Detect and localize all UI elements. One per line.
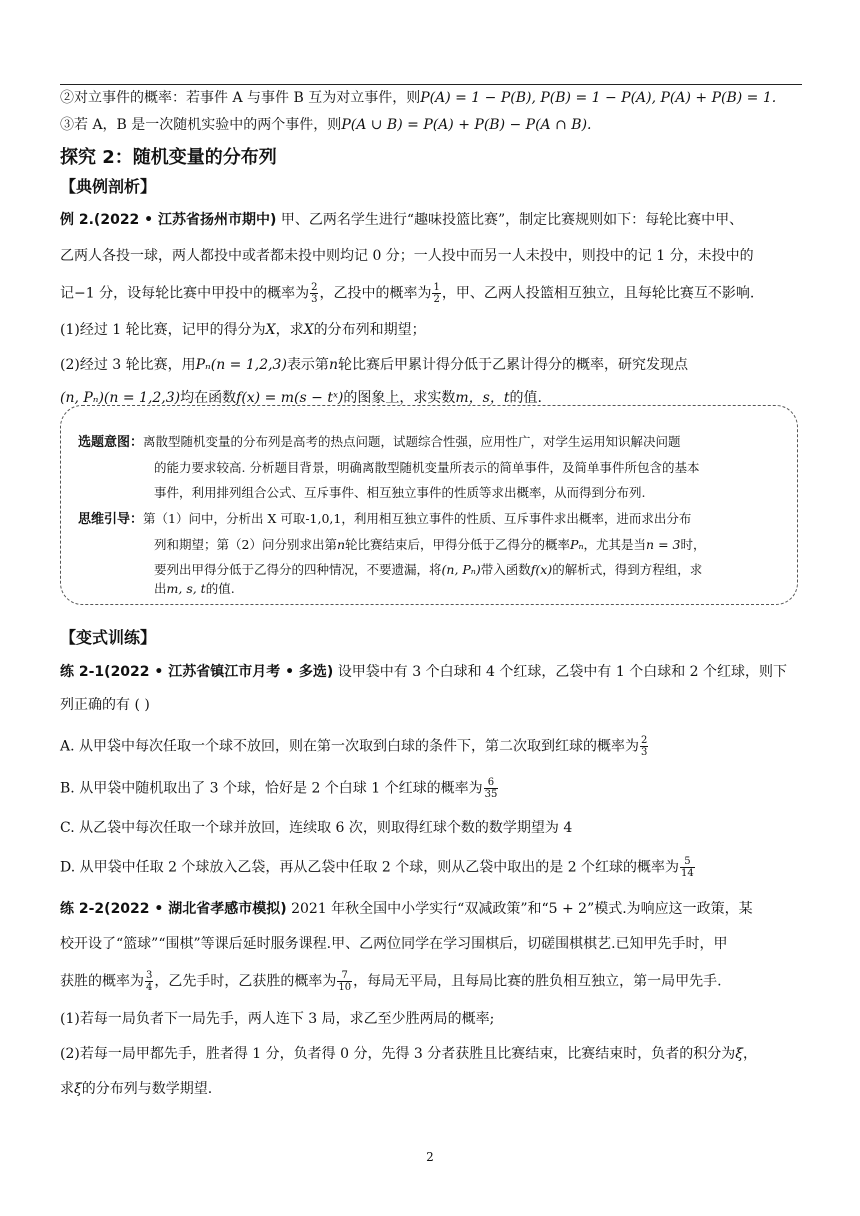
- var-n: n: [336, 537, 346, 552]
- text: ，甲、乙两人投篮相互独立，且每轮比赛互不影响.: [441, 285, 755, 302]
- vars: m, s, t: [166, 581, 206, 596]
- fraction-1-2: [432, 282, 440, 305]
- var-xi: ξ: [74, 1081, 82, 1097]
- text: ，每局无平局，且每局比赛的胜负相互独立，第一局甲先手.: [353, 973, 722, 990]
- exercise22-label: 练 2-2(2022 • 湖北省孝感市模拟): [60, 901, 287, 917]
- fraction-5-14: [680, 856, 695, 879]
- denominator: 35: [484, 789, 498, 800]
- text: 的解析式，得到方程组，求: [552, 562, 703, 577]
- text: 的图象上，求实数: [343, 390, 456, 406]
- complement-probability-line: [60, 88, 776, 108]
- fraction-7-10: [337, 970, 352, 993]
- text: 的分布列与数学期望.: [81, 1081, 213, 1097]
- box-guide-line2: [154, 536, 706, 554]
- exercise21-line2: 列正确的有 ( ): [60, 697, 150, 713]
- text: 时，: [680, 537, 706, 552]
- box-intent-line1: [78, 433, 681, 452]
- numerator: 2: [641, 735, 648, 746]
- question2-line1: [60, 355, 688, 375]
- numerator: 2: [311, 282, 318, 293]
- fraction-2-3: [640, 735, 648, 758]
- formula: f(x) = m(s − tˣ): [236, 390, 344, 406]
- text: 轮比赛结束后，甲得分低于乙得分的概率: [345, 537, 571, 552]
- fraction-2-3: [310, 282, 318, 305]
- numerator: 7: [337, 970, 352, 982]
- exercise21-line1: [60, 662, 787, 682]
- text: ，乙投中的概率为: [319, 285, 432, 302]
- numerator: 3: [146, 970, 153, 981]
- denominator: 3: [641, 747, 648, 758]
- text: 的值.: [509, 390, 542, 406]
- text: 求: [60, 1081, 74, 1097]
- text: ②对立事件的概率：若事件 A 与事件 B 互为对立事件，则: [60, 90, 421, 106]
- text: (2)若每一局甲都先手，胜者得 1 分，负者得 0 分，先得 3 分者获胜且比赛结束，比赛结束时，负者的积分为: [60, 1046, 736, 1062]
- text: 2021 年秋全国中小学实行“双减政策”和“5 + 2”模式.为响应这一政策，某: [291, 901, 753, 917]
- text: 获胜的概率为: [60, 973, 144, 990]
- formula: f(x): [530, 562, 553, 577]
- text: 设甲袋中有 3 个白球和 4 个红球，乙袋中有 1 个白球和 2 个红球，则下: [337, 664, 788, 680]
- formula: (n, Pₙ): [441, 562, 481, 577]
- var-x: X: [303, 322, 314, 338]
- var-pn: Pₙ: [570, 537, 584, 552]
- question1-line: [60, 320, 426, 340]
- denominator: 14: [681, 868, 694, 879]
- example2-line2: 乙两人各投一球，两人都投中或者都未投中则均记 0 分；一人投中而另一人未投中，则投中的记 1 分，未投中的: [60, 248, 754, 264]
- guide-label: 思维引导：: [78, 512, 144, 527]
- text: 带入函数: [480, 562, 531, 577]
- numerator: 1: [433, 282, 440, 293]
- text: ，尤其是当: [583, 537, 647, 552]
- variant-training-title: 【变式训练】: [60, 628, 157, 647]
- numerator: 5: [680, 856, 695, 868]
- box-intent-line2: 的能力要求较高. 分析题目背景，明确离散型随机变量所表示的简单事件，及简单事件所包含的基本: [154, 460, 700, 475]
- fraction-3-4: [145, 970, 153, 993]
- numerator: 6: [484, 777, 499, 789]
- text: (2)经过 3 轮比赛，用: [60, 357, 196, 373]
- box-guide-line1: [78, 510, 691, 529]
- exercise21-label: 练 2-1(2022 • 江苏省镇江市月考 • 多选): [60, 664, 334, 680]
- var-xi: ξ: [735, 1046, 743, 1062]
- text: 列和期望；第（2）问分别求出第: [154, 537, 337, 552]
- section-heading: 探究 2：随机变量的分布列: [60, 147, 277, 168]
- box-guide-line3: [154, 561, 702, 579]
- exercise22-line2: 校开设了“篮球”“围棋”等课后延时服务课程.甲、乙两位同学在学习围棋后，切磋围棋棋艺.已知甲先手时，甲: [60, 936, 728, 952]
- exercise22-line1: [60, 899, 753, 919]
- text: 表示第: [286, 357, 329, 373]
- text: 的值.: [205, 581, 235, 596]
- text: 甲、乙两名学生进行“趣味投篮比赛”，制定比赛规则如下：每轮比赛中甲、: [280, 212, 744, 228]
- text: A. 从甲袋中每次任取一个球不放回，则在第一次取到白球的条件下，第二次取到红球的概率为: [60, 738, 640, 755]
- box-guide-line4: [154, 580, 235, 598]
- option-d: [60, 856, 696, 879]
- text: 出: [154, 581, 167, 596]
- example2-line1: [60, 210, 743, 230]
- formula: P(A) = 1 − P(B), P(B) = 1 − P(A), P(A) + P(B) = 1.: [420, 90, 777, 106]
- text: ，求: [275, 322, 304, 338]
- option-b: [60, 777, 499, 800]
- denominator: 2: [433, 294, 440, 305]
- denominator: 4: [146, 982, 153, 993]
- option-c: C. 从乙袋中每次任取一个球并放回，连续取 6 次，则取得红球个数的数学期望为 4: [60, 820, 573, 836]
- page-number: 2: [426, 1150, 434, 1164]
- text: 要列出甲得分低于乙得分的四种情况，不要遗漏，将: [154, 562, 442, 577]
- example-analysis-title: 【典例剖析】: [60, 177, 157, 196]
- exercise22-question2-cont: [60, 1079, 212, 1099]
- exercise22-question2: [60, 1044, 757, 1064]
- text: ，: [742, 1046, 757, 1062]
- formula: Pₙ(n = 1,2,3): [195, 357, 287, 373]
- exercise22-line3: [60, 970, 722, 993]
- var-x: X: [265, 322, 276, 338]
- text: 轮比赛后甲累计得分低于乙累计得分的概率，研究发现点: [337, 357, 688, 373]
- text: B. 从甲袋中随机取出了 3 个球，恰好是 2 个白球 1 个红球的概率为: [60, 780, 483, 797]
- text: D. 从甲袋中任取 2 个球放入乙袋，再从乙袋中任取 2 个球，则从乙袋中取出的是 2 个红球的概率为: [60, 859, 680, 876]
- option-a: [60, 735, 649, 758]
- denominator: 10: [338, 982, 352, 993]
- intent-label: 选题意图：: [78, 435, 144, 450]
- formula: (n, Pₙ)(n = 1,2,3): [60, 390, 181, 406]
- example2-label: 例 2.(2022 • 江苏省扬州市期中): [60, 212, 277, 228]
- fraction-6-35: [484, 777, 499, 800]
- exercise22-question1: (1)若每一局负者下一局先手，两人连下 3 局，求乙至少胜两局的概率;: [60, 1011, 495, 1027]
- text: 离散型随机变量的分布列是高考的热点问题，试题综合性强，应用性广，对学生运用知识解决问题: [143, 434, 681, 449]
- text: ③若 A，B 是一次随机实验中的两个事件，则: [60, 117, 342, 133]
- header-rule: [60, 84, 802, 85]
- denominator: 3: [311, 294, 318, 305]
- text: ，乙先手时，乙获胜的概率为: [154, 973, 337, 990]
- example2-line3: [60, 282, 754, 305]
- formula: n = 3: [646, 537, 681, 552]
- text: 记−1 分，设每轮比赛中甲投中的概率为: [60, 285, 310, 302]
- text: (1)经过 1 轮比赛，记甲的得分为: [60, 322, 266, 338]
- box-intent-line3: 事件，利用排列组合公式、互斥事件、相互独立事件的性质等求出概率，从而得到分布列.: [154, 485, 646, 500]
- union-probability-line: [60, 115, 592, 135]
- text: 的分布列和期望；: [313, 322, 426, 338]
- text: 均在函数: [180, 390, 237, 406]
- text: 第（1）问中，分析出 X 可取-1,0,1，利用相互独立事件的性质、互斥事件求出概率，进而求出分布: [143, 511, 692, 526]
- var-n: n: [328, 357, 338, 373]
- formula: P(A ∪ B) = P(A) + P(B) − P(A ∩ B).: [341, 117, 592, 133]
- vars: m，s，t: [455, 390, 510, 406]
